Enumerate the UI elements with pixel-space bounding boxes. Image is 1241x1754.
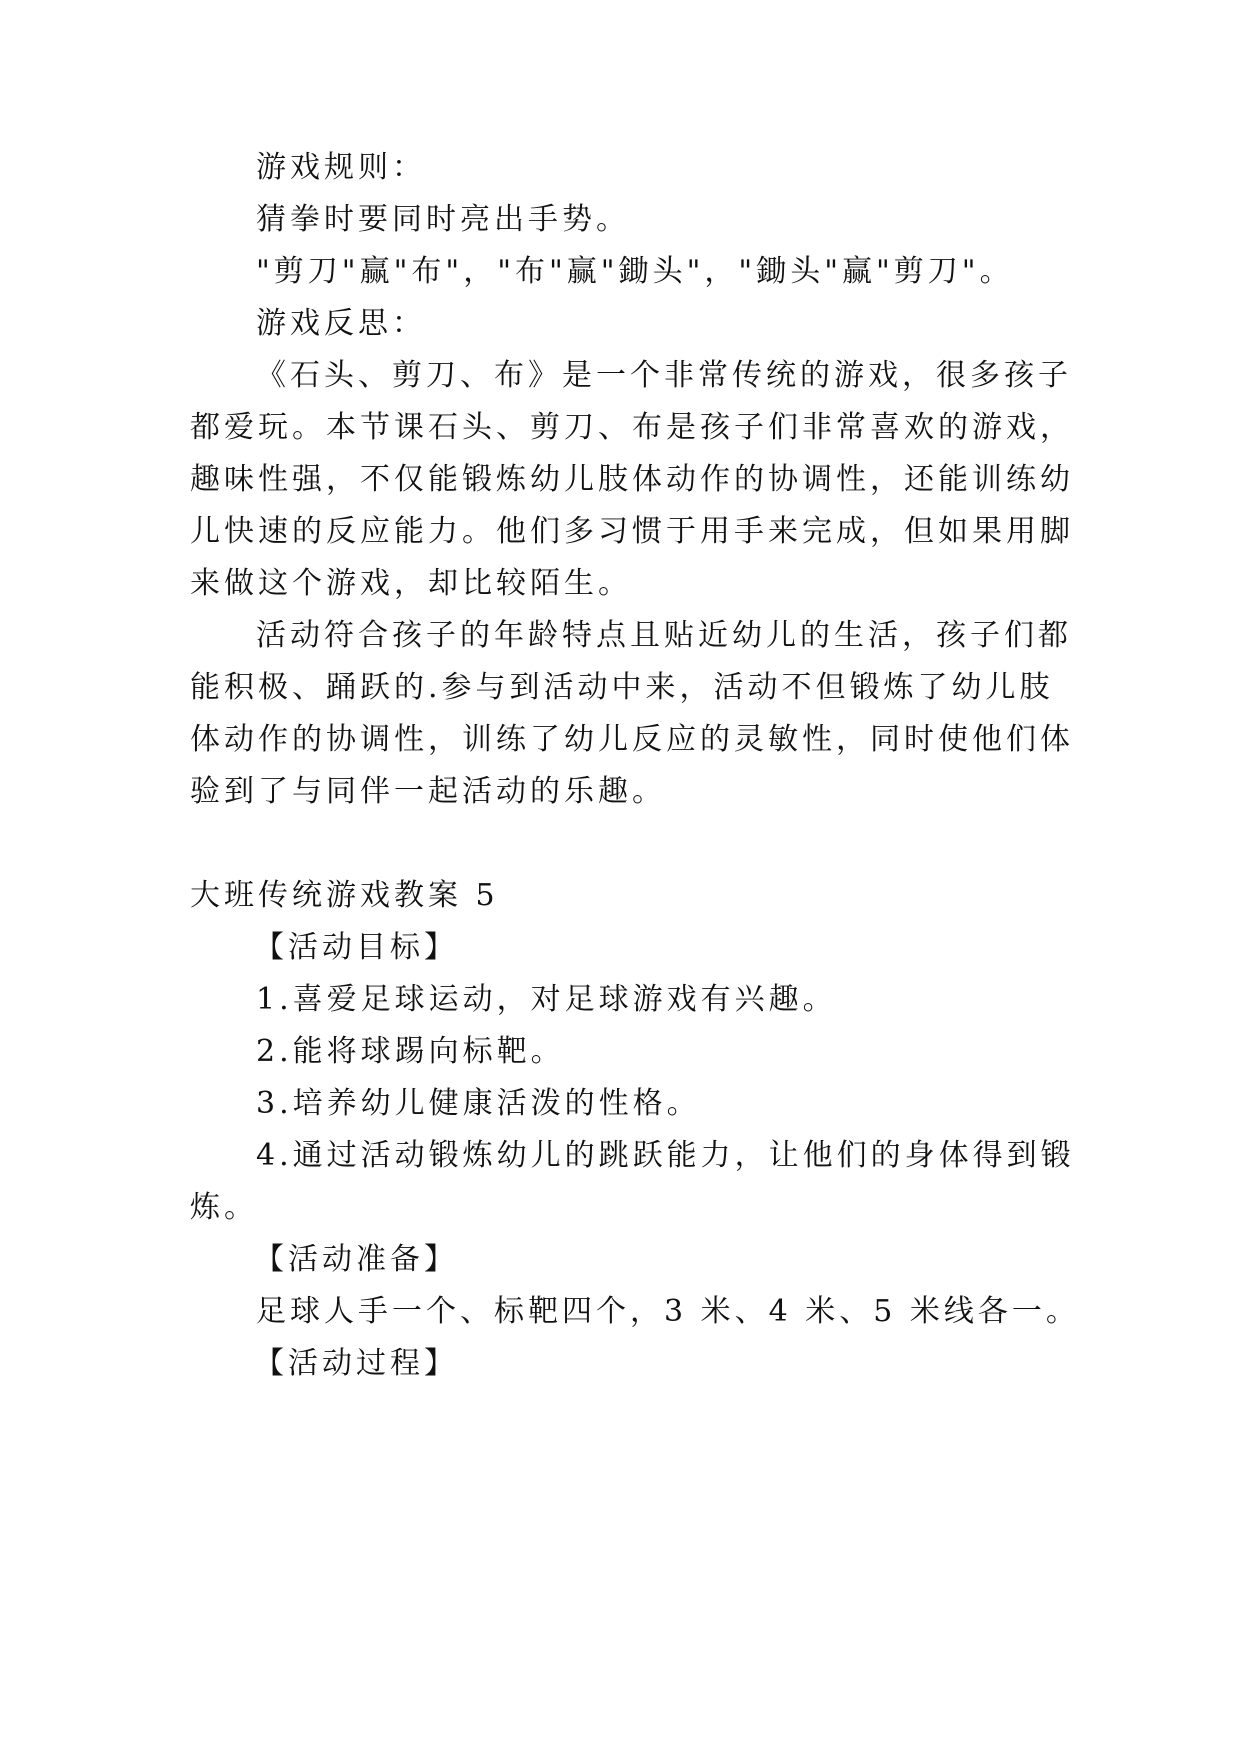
reflection-p2-line: 验到了与同伴一起活动的乐趣。 (190, 774, 666, 809)
reflection-p1-line: 来做这个游戏，却比较陌生。 (190, 566, 632, 601)
goal-item-4: 4.通过活动锻炼幼儿的跳跃能力，让他们的身体得到锻 (256, 1138, 1075, 1173)
reflection-p2-line: 体动作的协调性，训练了幼儿反应的灵敏性，同时使他们体 (190, 722, 1074, 757)
rule-item-1: 猜拳时要同时亮出手势。 (256, 202, 630, 237)
goals-heading: 【活动目标】 (254, 930, 458, 965)
rule-item-2: "剪刀"赢"布"，"布"赢"鋤头"，"鋤头"赢"剪刀"。 (256, 254, 1014, 289)
reflection-p2-line: 活动符合孩子的年龄特点且贴近幼儿的生活，孩子们都 (256, 618, 1072, 653)
reflection-p1-line: 趣味性强，不仅能锻炼幼儿肢体动作的协调性，还能训练幼 (190, 462, 1074, 497)
section-title: 大班传统游戏教案 5 (190, 878, 499, 913)
goal-item-2: 2.能将球踢向标靶。 (256, 1034, 565, 1069)
reflection-p1-line: 都爱玩。本节课石头、剪刀、布是孩子们非常喜欢的游戏， (190, 410, 1074, 445)
reflection-p1-line: 儿快速的反应能力。他们多习惯于用手来完成，但如果用脚 (190, 514, 1074, 549)
goal-item-4-continued: 炼。 (190, 1190, 258, 1225)
reflection-heading: 游戏反思： (256, 306, 426, 341)
goal-item-3: 3.培养幼儿健康活泼的性格。 (256, 1086, 701, 1121)
reflection-p1-line: 《石头、剪刀、布》是一个非常传统的游戏，很多孩子 (256, 358, 1072, 393)
rules-heading: 游戏规则： (256, 150, 426, 185)
process-heading: 【活动过程】 (254, 1346, 458, 1381)
prep-heading: 【活动准备】 (254, 1242, 458, 1277)
reflection-p2-line: 能积极、踊跃的.参与到活动中来，活动不但锻炼了幼儿肢 (190, 670, 1054, 705)
goal-item-1: 1.喜爱足球运动，对足球游戏有兴趣。 (256, 982, 837, 1017)
prep-text: 足球人手一个、标靶四个，3 米、4 米、5 米线各一。 (256, 1294, 1080, 1329)
